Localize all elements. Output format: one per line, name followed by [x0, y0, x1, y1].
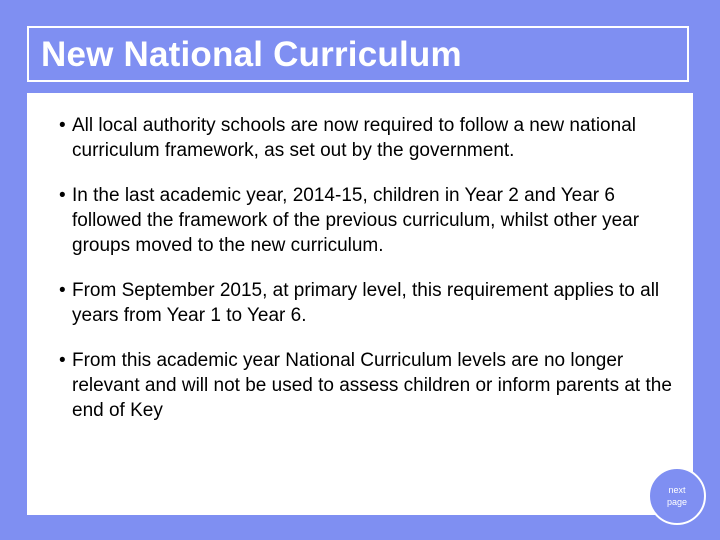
bullet-text: All local authority schools are now required to follow a new national curriculum framework, as set out by the government. — [72, 115, 636, 161]
content-panel — [27, 93, 693, 515]
bullet-text: From this academic year National Curriculum levels are no longer relevant and will not be used to assess children or inform parents at the end of Key — [72, 350, 672, 421]
slide-title-box — [27, 26, 689, 82]
bullet-marker: • — [59, 185, 66, 206]
bullet-marker: • — [59, 280, 66, 301]
bullet-list — [59, 113, 677, 443]
next-page-button[interactable] — [648, 467, 706, 525]
bullet-item — [59, 113, 677, 163]
bullet-item — [59, 183, 677, 258]
bullet-text: From September 2015, at primary level, this requirement applies to all years from Year 1 to Year 6. — [72, 280, 660, 326]
slide-title: New National Curriculum — [41, 35, 462, 74]
next-page-label: next page — [666, 485, 688, 507]
bullet-marker: • — [59, 350, 66, 371]
bullet-item — [59, 348, 677, 423]
bullet-item — [59, 278, 677, 328]
bullet-marker: • — [59, 115, 66, 136]
bullet-text: In the last academic year, 2014-15, children in Year 2 and Year 6 followed the framework of the previous curriculum, whilst other year groups moved to the new curriculum. — [72, 185, 640, 256]
